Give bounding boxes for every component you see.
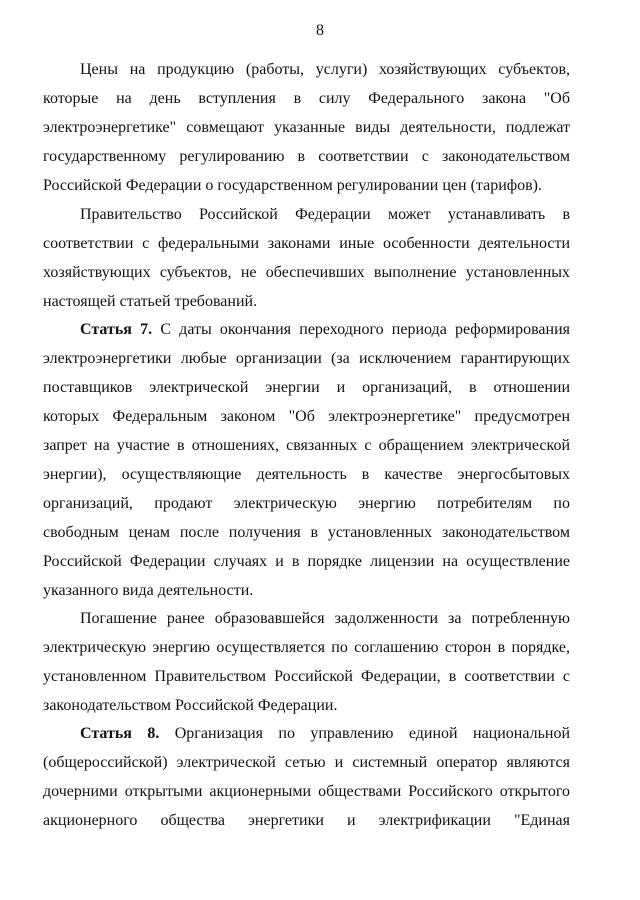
article-8-line-3: дочерними открытыми акционерными обществами Российского открытого: [43, 783, 570, 800]
paragraph-1-line-3: электроэнергетике" совмещают указанные виды деятельности, подлежат: [43, 119, 570, 136]
paragraph-1-line-4: государственному регулированию в соответствии с законодательством: [43, 148, 570, 165]
paragraph-4-line-3: установленном Правительством Российской Федерации, в соответствии с: [43, 668, 570, 685]
article-8-line-1: [80, 724, 570, 744]
article-7-line-1-text: С даты окончания переходного периода реформирования: [160, 321, 571, 338]
paragraph-1-line-5: Российской Федерации о государственном регулировании цен (тарифов).: [43, 177, 542, 194]
article-7-line-8: свободным ценам после получения в установленных законодательством: [43, 524, 570, 541]
article-8-heading: Статья 8.: [80, 725, 160, 742]
article-8-line-2: (общероссийской) электрической сетью и системный оператор являются: [43, 754, 570, 771]
paragraph-2-line-4: настоящей статьей требований.: [43, 293, 258, 310]
article-7-heading: Статья 7.: [80, 321, 153, 338]
article-7-line-3: поставщиков электрической энергии и организаций, в отношении: [43, 379, 570, 396]
paragraph-4-line-2: электрическую энергию осуществляется по соглашению сторон в порядке,: [43, 639, 570, 656]
article-8-line-4: акционерного общества энергетики и электрификации "Единая: [43, 812, 570, 829]
article-7-line-6: энергии), осуществляющие деятельность в качестве энергосбытовых: [43, 466, 570, 483]
paragraph-4-line-1: Погашение ранее образовавшейся задолженности за потребленную: [80, 610, 570, 627]
paragraph-2-line-1: Правительство Российской Федерации может устанавливать в: [80, 206, 570, 223]
article-7-line-7: организаций, продают электрическую энергию потребителям по: [43, 495, 570, 512]
article-7-line-9: Российской Федерации случаях и в порядке лицензии на осуществление: [43, 553, 570, 570]
paragraph-4-line-4: законодательством Российской Федерации.: [43, 697, 338, 714]
paragraph-2-line-3: хозяйствующих субъектов, не обеспечивших выполнение установленных: [43, 264, 570, 281]
paragraph-1-line-1: Цены на продукцию (работы, услуги) хозяйствующих субъектов,: [80, 61, 570, 78]
article-7-line-4: которых Федеральным законом "Об электроэнергетике" предусмотрен: [43, 408, 570, 425]
article-7-line-5: запрет на участие в отношениях, связанных с обращением электрической: [43, 437, 570, 454]
page-number: 8: [316, 22, 324, 39]
article-8-line-1-text: Организация по управлению единой национальной: [174, 725, 571, 742]
paragraph-1-line-2: которые на день вступления в силу Федерального закона "Об: [43, 90, 570, 107]
paragraph-2-line-2: соответствии с федеральными законами иные особенности деятельности: [43, 235, 570, 252]
article-7-line-1: [80, 320, 570, 340]
article-7-line-10: указанного вида деятельности.: [43, 582, 254, 599]
article-7-line-2: электроэнергетики любые организации (за исключением гарантирующих: [43, 350, 570, 367]
